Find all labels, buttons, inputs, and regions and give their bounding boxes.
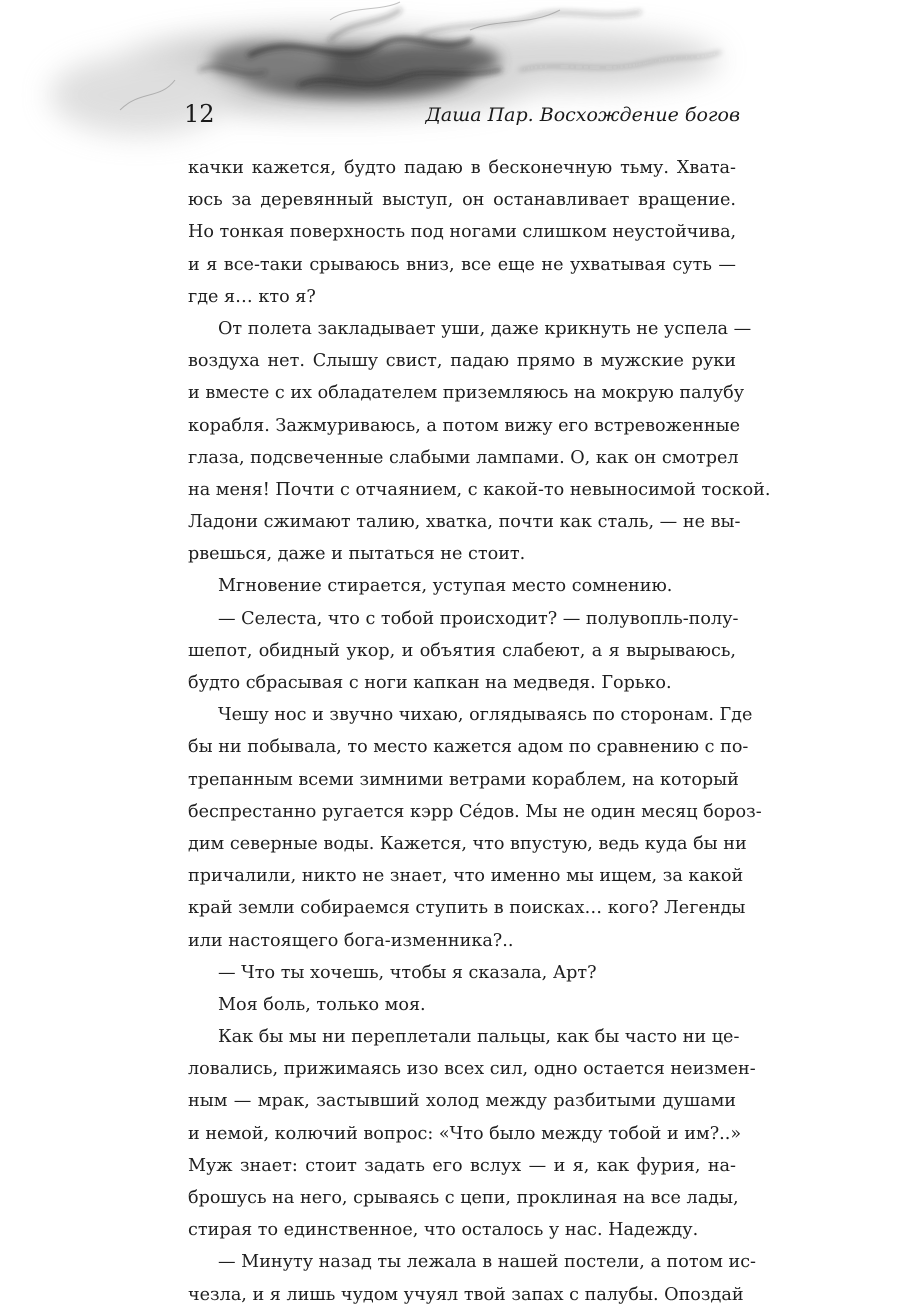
text-line: юсь за деревянный выступ, он останавливает вращение. xyxy=(188,190,736,211)
text-line: и вместе с их обладателем приземляюсь на мокрую палубу xyxy=(188,383,745,404)
text-line: — Селеста, что с тобой происходит? — полувопль-полу- xyxy=(218,608,739,629)
text-line: Как бы мы ни переплетали пальцы, как бы часто ни це- xyxy=(218,1027,740,1048)
text-line: корабля. Зажмуриваюсь, а потом вижу его встревоженные xyxy=(188,415,741,436)
text-line: и немой, колючий вопрос: «Что было между тобой и им?..» xyxy=(188,1123,742,1144)
text-line: причалили, никто не знает, что именно мы ищем, за какой xyxy=(188,866,744,887)
text-line: стирая то единственное, что осталось у нас. Надежду. xyxy=(188,1220,699,1241)
text-line: дим северные воды. Кажется, что впустую, ведь куда бы ни xyxy=(188,833,747,854)
text-line: Ладони сжимают талию, хватка, почти как сталь, — не вы- xyxy=(188,512,741,533)
running-title: Даша Пар. Восхождение богов xyxy=(425,104,740,126)
text-line: и я все-таки срываюсь вниз, все еще не ухватывая суть — xyxy=(188,254,736,275)
text-line: трепанным всеми зимними ветрами кораблем, на который xyxy=(188,769,739,790)
text-line: на меня! Почти с отчаянием, с какой-то невыносимой тоской. xyxy=(188,479,771,500)
text-line: ловались, прижимаясь изо всех сил, одно остается неизмен- xyxy=(188,1059,756,1080)
text-line: или настоящего бога-изменника?.. xyxy=(188,930,514,951)
text-line: ным — мрак, застывший холод между разбитыми душами xyxy=(188,1091,736,1112)
text-line: беспрестанно ругается кэрр Се́дов. Мы не один месяц бороз- xyxy=(188,801,762,822)
text-line: Мгновение стирается, уступая место сомнению. xyxy=(218,576,673,597)
text-line: чезла, и я лишь чудом учуял твой запах с палубы. Опоздай xyxy=(188,1284,744,1305)
text-line: Но тонкая поверхность под ногами слишком неустойчива, xyxy=(188,222,737,243)
text-line: глаза, подсвеченные слабыми лампами. О, как он смотрел xyxy=(188,447,739,468)
body-text xyxy=(188,152,771,1311)
text-line: рвешься, даже и пытаться не стоит. xyxy=(188,544,526,565)
page-number: 12 xyxy=(184,100,215,128)
text-line: — Минуту назад ты лежала в нашей постели, а потом ис- xyxy=(218,1252,756,1273)
text-line: где я… кто я? xyxy=(188,286,316,307)
text-line: Муж знает: стоит задать его вслух — и я, как фурия, на- xyxy=(188,1155,736,1176)
text-line: — Что ты хочешь, чтобы я сказала, Арт? xyxy=(218,962,597,983)
text-line: будто сбрасывая с ноги капкан на медведя. Горько. xyxy=(188,673,672,693)
text-line: От полета закладывает уши, даже крикнуть не успела — xyxy=(218,318,752,339)
text-line: качки кажется, будто падаю в бесконечную тьму. Хвата- xyxy=(188,158,736,178)
text-line: Моя боль, только моя. xyxy=(218,994,426,1015)
text-line: брошусь на него, срываясь с цепи, проклиная на все лады, xyxy=(188,1188,739,1208)
text-line: воздуха нет. Слышу свист, падаю прямо в мужские руки xyxy=(188,351,736,372)
text-line: Чешу нос и звучно чихаю, оглядываясь по сторонам. Где xyxy=(218,705,753,726)
page-header xyxy=(180,92,740,142)
text-line: край земли собираемся ступить в поисках… кого? Легенды xyxy=(188,898,746,919)
text-line: бы ни побывала, то место кажется адом по сравнению с по- xyxy=(188,737,749,758)
text-line: шепот, обидный укор, и объятия слабеют, а я вырываюсь, xyxy=(188,640,736,661)
